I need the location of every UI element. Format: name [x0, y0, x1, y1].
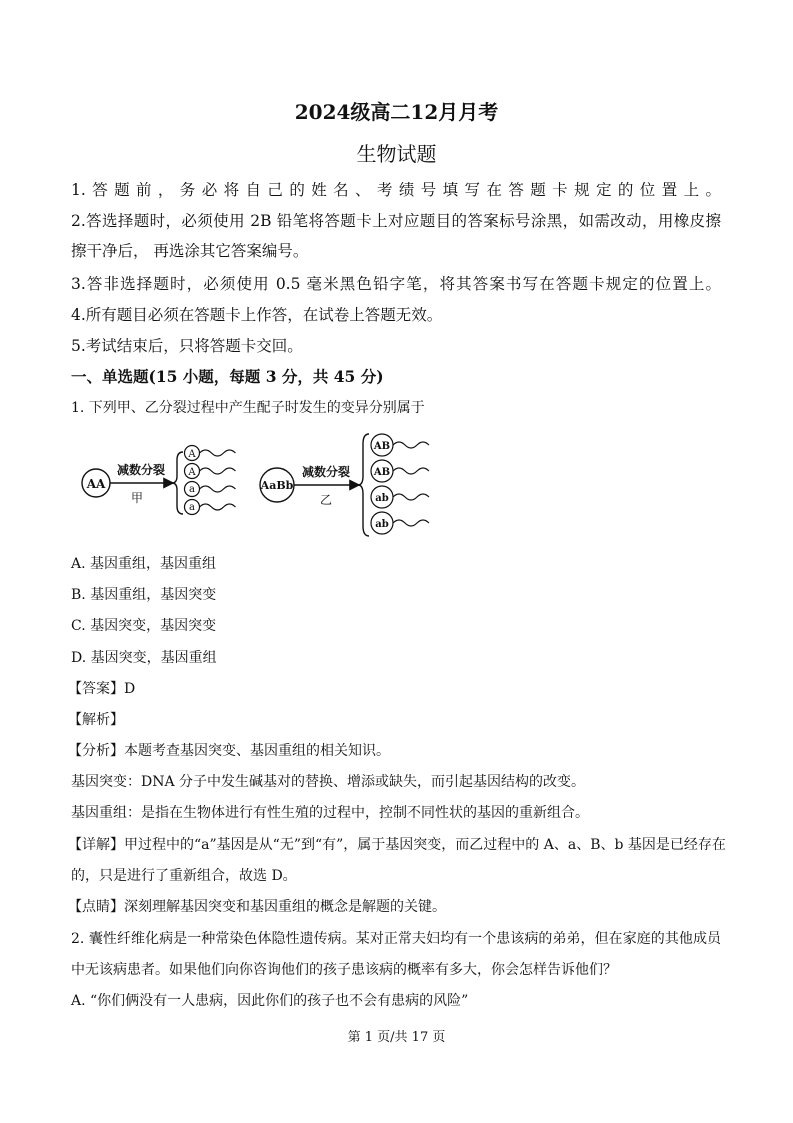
q1-analysis-6: 【点睛】深刻理解基因突变和基因重组的概念是解题的关键。: [68, 899, 446, 915]
exam-subtitle: 生物试题: [356, 142, 437, 166]
gamete-left-3: a: [189, 484, 195, 495]
gamete-right-1: AB: [373, 441, 391, 452]
question-2-stem-2: 中无该病患者。如果他们向你咨询他们的孩子患该病的概率有多大，你会怎样告诉他们？: [71, 962, 617, 978]
process-name-right: 乙: [319, 493, 333, 507]
gamete-left-1: A: [188, 449, 196, 460]
section-heading: 一、单选题(15 小题，每题 3 分，共 45 分): [71, 367, 384, 386]
page-footer: 第 1 页/共 17 页: [347, 1030, 446, 1045]
gamete-right-4: ab: [375, 519, 389, 530]
q1-analysis-1: 【分析】本题考查基因突变、基因重组的相关知识。: [68, 743, 390, 759]
q1-analysis-2: 基因突变：DNA 分子中发生碱基对的替换、增添或缺失，而引起基因结构的改变。: [71, 774, 586, 790]
gamete-right-2: AB: [373, 467, 391, 478]
brace-left: [172, 452, 183, 514]
parent-genotype-right: AaBb: [260, 479, 294, 492]
process-name-left: 甲: [130, 491, 144, 505]
gametes-left: [185, 446, 236, 515]
meiosis-diagram: [75, 428, 445, 540]
question-2-stem-1: 2. 囊性纤维化病是一种常染色体隐性遗传病。某对正常夫妇均有一个患该病的弟弟，但在家庭的其他成员: [71, 931, 721, 947]
instruction-4: 4.所有题目必须在答题卡上作答，在试卷上答题无效。: [71, 306, 443, 324]
q1-analysis-3: 基因重组：是指在生物体进行有性生殖的过程中，控制不同性状的基因的重新组合。: [71, 805, 589, 821]
parent-genotype-left: AA: [86, 477, 106, 491]
instruction-5: 5.考试结束后，只将答题卡交回。: [71, 337, 303, 355]
q1-option-b: B. 基因重组，基因突变: [71, 587, 217, 603]
process-label-right: 减数分裂: [301, 465, 351, 479]
instruction-1: 1.答题前，务必将自己的姓名、考绩号填写在答题卡规定的位置上。: [71, 181, 721, 199]
q1-analysis-4: 【详解】甲过程中的“a”基因是从“无”到“有”，属于基因突变，而乙过程中的 A、a、B、b 基因是已经存在: [68, 837, 726, 853]
q1-analysis-label: 【解析】: [68, 712, 124, 728]
q1-option-a: A. 基因重组，基因重组: [71, 556, 217, 572]
instruction-2: 2.答选择题时，必须使用 2B 铅笔将答题卡上对应题目的答案标号涂黑，如需改动，用橡皮擦: [71, 212, 721, 230]
instruction-3: 3.答非选择题时，必须使用 0.5 毫米黑色铅字笔，将其答案书写在答题卡规定的位置上。: [71, 275, 721, 293]
process-label-left: 减数分裂: [116, 463, 166, 477]
q1-answer: 【答案】D: [68, 681, 136, 697]
gamete-right-3: ab: [375, 493, 389, 504]
gametes-right: [371, 434, 429, 534]
exam-title: 2024级高二12月月考: [294, 100, 499, 124]
instruction-2-cont: 擦干净后， 再选涂其它答案编号。: [71, 242, 309, 260]
brace-right: [358, 434, 369, 536]
q1-option-c: C. 基因突变，基因突变: [71, 618, 217, 634]
gamete-left-2: A: [188, 467, 196, 478]
q2-option-a: A. “你们俩没有一人患病，因此你们的孩子也不会有患病的风险”: [71, 993, 469, 1009]
gamete-left-4: a: [189, 502, 195, 513]
question-1-stem: 1. 下列甲、乙分裂过程中产生配子时发生的变异分别属于: [71, 400, 425, 416]
q1-option-d: D. 基因突变，基因重组: [71, 650, 217, 666]
q1-analysis-5: 的，只是进行了重新组合，故选 D。: [71, 868, 297, 884]
